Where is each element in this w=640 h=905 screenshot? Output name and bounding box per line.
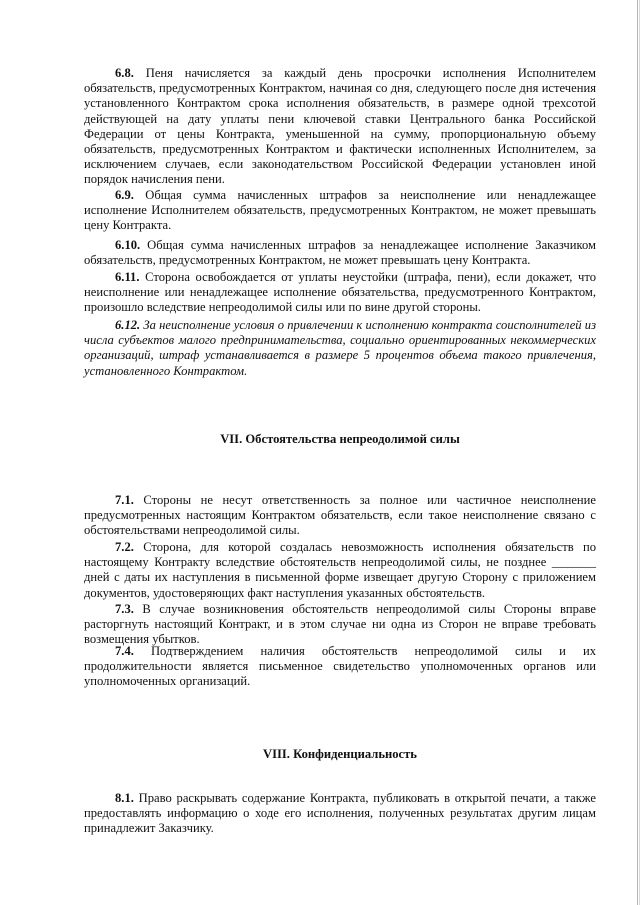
clause-number: 6.8.	[115, 66, 134, 80]
clause-number: 7.1.	[115, 493, 134, 507]
clause-text: Стороны не несут ответственность за полное или частичное неисполнение предусмотренных настоящим Контрактом обязательств, если такое неисполнение связано с обстоятельствами непреодолимой силы.	[84, 493, 596, 538]
paragraph-7-1	[84, 493, 596, 539]
clause-text: За неисполнение условия о привлечении к исполнению контракта соисполнителей из числа субъектов малого предпринимательства, социально ориентированных некоммерческих организаций, штраф устанавливается в размере 5 процентов объема такого привлечения, установленного Контрактом.	[84, 318, 596, 378]
paragraph-6-12	[84, 318, 596, 379]
paragraph-6-9	[84, 188, 596, 234]
paragraph-6-11	[84, 270, 596, 316]
clause-number: 8.1.	[115, 791, 134, 805]
clause-number: 7.4.	[115, 644, 134, 658]
clause-text: Общая сумма начисленных штрафов за неисполнение или ненадлежащее исполнение Исполнителем обязательств, предусмотренных Контрактом, не может превышать цену Контракта.	[84, 188, 596, 233]
paragraph-8-1	[84, 791, 596, 837]
clause-text: Сторона, для которой создалась невозможность исполнения обязательств по настоящему Контракту вследствие обстоятельств непреодолимой силы, не позднее _______ дней с даты их наступления в письменной форме извещает другую Сторону с приложением документов, удостоверяющих факт наступления указанных обстоятельств.	[84, 540, 596, 600]
clause-number: 6.12.	[115, 318, 141, 332]
paragraph-7-2	[84, 540, 596, 601]
paragraph-7-3	[84, 602, 596, 648]
paragraph-7-4	[84, 644, 596, 690]
clause-text: Право раскрывать содержание Контракта, публиковать в открытой печати, а также предоставлять информацию о ходе его исполнения, полученных результатах другим лицам принадлежит Заказчику.	[84, 791, 596, 836]
clause-number: 6.11.	[115, 270, 140, 284]
paragraph-6-10	[84, 238, 596, 268]
clause-number: 6.9.	[115, 188, 134, 202]
clause-text: Сторона освобождается от уплаты неустойки (штрафа, пени), если докажет, что неисполнение или ненадлежащее исполнение обязательства, предусмотренного Контрактом, произошло вследствие непреодолимой силы или по вине другой стороны.	[84, 270, 597, 315]
clause-number: 7.3.	[115, 602, 134, 616]
clause-text: В случае возникновения обстоятельств непреодолимой силы Стороны вправе расторгнуть настоящий Контракт, и в этом случае ни одна из Сторон не вправе требовать возмещения убытков.	[84, 602, 597, 647]
clause-number: 6.10.	[115, 238, 141, 252]
clause-number: 7.2.	[115, 540, 134, 554]
scan-edge-line	[637, 0, 638, 905]
section-heading-confidentiality: VIII. Конфиденциальность	[263, 747, 417, 761]
clause-text: Общая сумма начисленных штрафов за ненадлежащее исполнение Заказчиком обязательств, предусмотренных Контрактом, не может превышать цену Контракта.	[84, 238, 596, 268]
clause-text: Пеня начисляется за каждый день просрочки исполнения Исполнителем обязательств, предусмотренных Контрактом, начиная со дня, следующего после дня истечения установленного Контрактом срока исполнения обязательств, в размере одной трехсотой действующей на дату уплаты пени ключевой ставки Центрального банка Российской Федерации от цены Контракта, уменьшенной на сумму, пропорциональную объему обязательств, предусмотренных Контрактом и фактически исполненных Исполнителем, за исключением случаев, если законодательством Российской Федерации установлен иной порядок начисления пени.	[84, 66, 596, 187]
paragraph-6-8	[84, 66, 596, 188]
clause-text: Подтверждением наличия обстоятельств непреодолимой силы и их продолжительности является письменное свидетельство уполномоченных органов или уполномоченных организаций.	[84, 644, 596, 689]
section-heading-force-majeure: VII. Обстоятельства непреодолимой силы	[220, 432, 460, 446]
